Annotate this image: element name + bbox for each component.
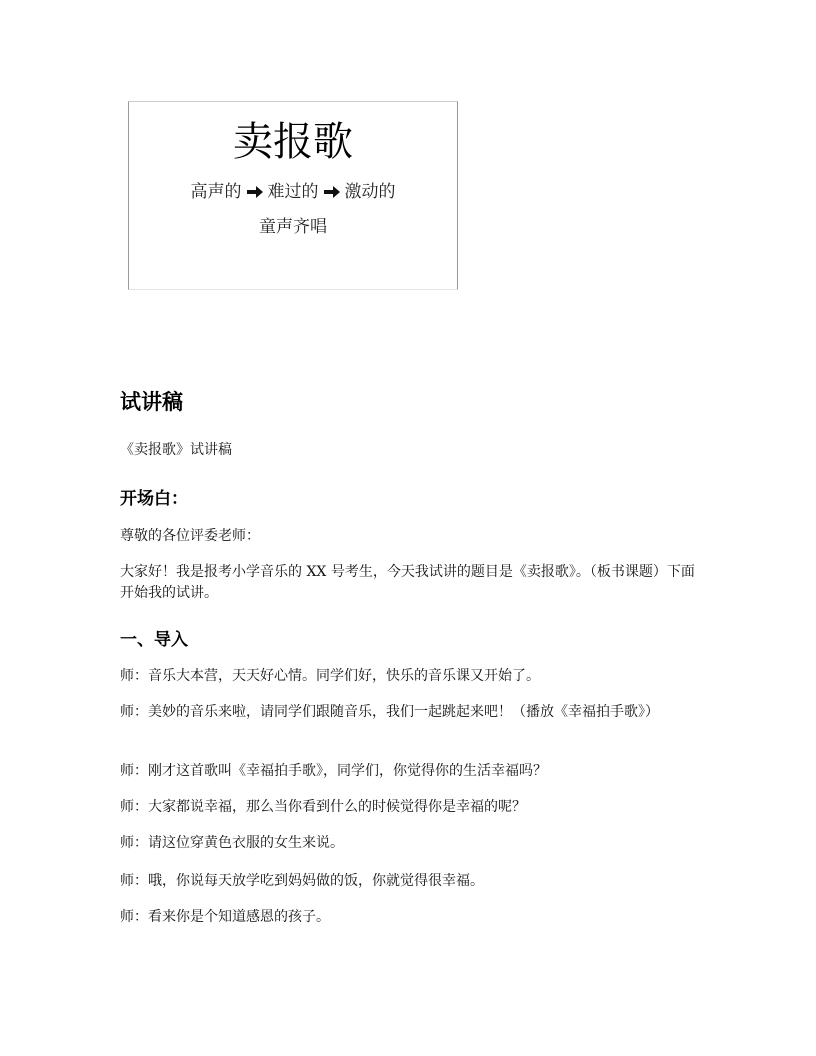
mood-loud: 高声的: [190, 182, 242, 202]
dialogue-paragraph: 师：请这位穿黄色衣服的女生来说。: [120, 835, 344, 851]
dialogue-paragraph: 师：刚才这首歌叫《幸福拍手歌》，同学们，你觉得你的生活幸福吗？: [120, 763, 547, 779]
dialogue-paragraph: 师：大家都说幸福，那么当你看到什么的时候觉得你是幸福的呢？: [120, 799, 526, 815]
slide-title: 卖报歌: [233, 119, 353, 165]
slide-image: [128, 101, 458, 290]
dialogue-paragraph: 师：看来你是个知道感恩的孩子。: [120, 909, 330, 925]
slide-mood-line: [129, 177, 457, 202]
dialogue-paragraph: 师：美妙的音乐来啦，请同学们跟随音乐，我们一起跳起来吧！（播放《幸福拍手歌》）: [120, 704, 659, 720]
right-arrow-icon: [246, 185, 264, 199]
right-arrow-icon: [323, 185, 341, 199]
slide-chorus-line: 童声齐唱: [259, 217, 327, 237]
dialogue-paragraph: 师：音乐大本营，天天好心情。同学们好，快乐的音乐课又开始了。: [120, 668, 540, 684]
page-heading: 试讲稿: [120, 390, 183, 414]
mood-excited: 激动的: [344, 182, 396, 202]
section-heading-intro: 一、导入: [120, 630, 188, 650]
intro-paragraph: 大家好！我是报考小学音乐的 XX 号考生，今天我试讲的题目是《卖报歌》。（板书课题）下面开始我的试讲。: [120, 564, 695, 601]
greeting-paragraph: 尊敬的各位评委老师：: [120, 528, 260, 544]
document-subtitle: 《卖报歌》试讲稿: [120, 442, 232, 458]
mood-sad: 难过的: [267, 182, 319, 202]
dialogue-paragraph: 师：哦，你说每天放学吃到妈妈做的饭，你就觉得很幸福。: [120, 873, 484, 889]
section-heading-opening: 开场白：: [120, 489, 188, 509]
